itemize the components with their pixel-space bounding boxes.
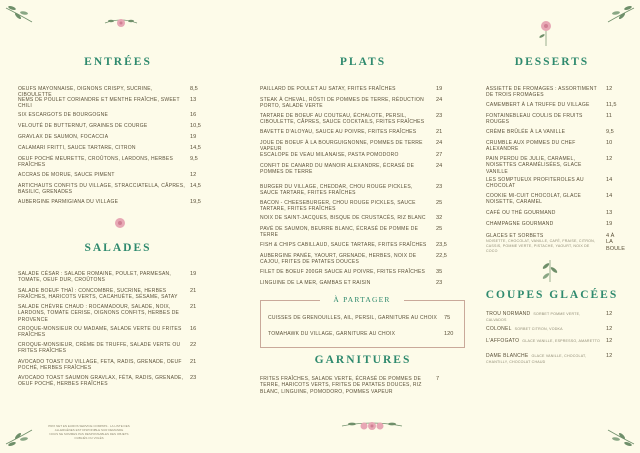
- entrees-item: [18, 172, 212, 178]
- item-name: [260, 376, 432, 395]
- item-name: [260, 200, 432, 213]
- desserts-item: [486, 113, 622, 126]
- plats-item: [260, 113, 456, 126]
- item-name-text: COLONEL: [486, 326, 512, 332]
- plats-item: [260, 86, 456, 92]
- item-name-text: ACCRAS DE MORUE, SAUCE PIMENT: [18, 172, 115, 178]
- item-name-text: AVOCADO TOAST SAUMON GRAVLAX, FÉTA, RADIS, GRENADE, OEUF POCHÉ, HERBES FRAÎCHES: [18, 375, 184, 388]
- item-name: [486, 221, 602, 227]
- item-price: 13: [606, 210, 613, 216]
- item-name: [18, 326, 186, 339]
- item-name: [268, 331, 440, 337]
- entrees-item: [18, 183, 212, 196]
- entrees-item: [18, 112, 212, 118]
- flower-icon: [536, 18, 556, 48]
- item-price: 12: [606, 338, 613, 344]
- item-name-text: PAILLARD DE POULET AU SATAY, FRITES FRAÎCHES: [260, 86, 396, 92]
- item-description: NOISETTE, CHOCOLAT, VANILLE, CAFÉ, FRAISE, CITRON, CASSIS, POMME VERTE, PISTACHE, YAOURT, NOIX DE COCO: [486, 239, 596, 254]
- item-name: [18, 97, 186, 110]
- flower-icon: [103, 15, 139, 31]
- item-price: 8,5: [190, 86, 198, 92]
- item-name-text: VELOUTÉ DE BUTTERNUT, GRAINES DE COURGE: [18, 123, 148, 129]
- item-price: 35: [436, 269, 443, 275]
- desserts-item: [486, 156, 622, 175]
- item-name: [18, 134, 186, 140]
- item-name-text: NOIX DE SAINT-JACQUES, BISQUE DE CRUSTACÉS, RIZ BLANC: [260, 215, 426, 221]
- leaf-branch-icon: [540, 258, 560, 284]
- item-price: 22,5: [436, 253, 447, 259]
- item-name-text: CHAMPAGNE GOURMAND: [486, 221, 554, 227]
- item-name-text: SALADE CHÈVRE CHAUD : ROCAMADOUR, SALADE, NOIX, LARDONS, TOMATE CERISE, OIGNONS CONFITS, HERBES DE PROVENCE: [18, 304, 180, 323]
- item-price: 19,5: [190, 199, 201, 205]
- item-price: 12: [606, 353, 613, 359]
- footer-line-1: PRIX NET EN EUROS SERVICE COMPRIS · LA LISTE DES ALLERGÈNES EST DISPONIBLE SUR DEMANDE: [48, 424, 130, 432]
- salades-item: [18, 375, 212, 388]
- coupes-item: [486, 326, 622, 332]
- salades-item: [18, 342, 212, 355]
- plats-item: [260, 280, 456, 286]
- plats-item: [260, 226, 456, 239]
- plats-item: [260, 184, 456, 197]
- item-name: [18, 271, 186, 284]
- salades-item: [18, 304, 212, 323]
- leaf-branch-icon: [4, 428, 34, 448]
- item-name-text: GLACES ET SORBETS: [486, 233, 544, 239]
- item-name: [18, 304, 186, 323]
- plats-title: PLATS: [339, 56, 387, 68]
- item-description: SORBET CITRON, VODKA: [514, 327, 563, 331]
- item-name-text: CROQUE-MONSIEUR, CRÈME DE TRUFFE, SALADE VERTE OU FRITES FRAÎCHES: [18, 342, 181, 355]
- item-name-text: OEUFS MAYONNAISE, OIGNONS CRISPY, SUCRINE, CIBOULETTE: [18, 86, 153, 99]
- item-name-text: DAME BLANCHE: [486, 353, 529, 359]
- item-name: [18, 145, 186, 151]
- entrees-title: ENTRÉES: [84, 56, 152, 68]
- item-price: 11: [606, 113, 612, 119]
- item-name: [260, 215, 432, 221]
- item-description: SORBET POMME VERTE, CALVADOS: [486, 312, 581, 323]
- item-name: [486, 140, 602, 153]
- item-name-text: ASSIETTE DE FROMAGES : ASSORTIMENT DE TROIS FROMAGES: [486, 86, 597, 99]
- plats-item: [260, 242, 456, 248]
- item-name: [18, 342, 186, 355]
- salades-item: [18, 288, 212, 301]
- item-name: [18, 359, 186, 372]
- item-price: 21: [190, 304, 197, 310]
- item-price: 9,5: [606, 129, 614, 135]
- coupes-item: [486, 338, 622, 344]
- item-name: [268, 315, 440, 321]
- item-price: 19: [606, 221, 613, 227]
- item-name-text: TROU NORMAND: [486, 311, 531, 317]
- item-name-text: BAVETTE D'ALOYAU, SAUCE AU POIVRE, FRITES FRAÎCHES: [260, 129, 417, 135]
- item-name: [260, 253, 432, 266]
- item-name-text: AUBERGINE PARMIGIANA DU VILLAGE: [18, 199, 119, 205]
- entrees-item: [18, 134, 212, 140]
- item-name: [486, 311, 602, 324]
- coupes-item: [486, 353, 622, 366]
- item-name-text: ESCALOPE DE VEAU MILANAISE, PASTA POMODORO: [260, 152, 399, 158]
- item-name: [18, 156, 186, 169]
- item-name: [260, 113, 432, 126]
- item-price: 12: [606, 326, 613, 332]
- item-price: 23: [436, 184, 443, 190]
- item-price: 23,5: [436, 242, 447, 248]
- item-name: [260, 163, 432, 176]
- item-name-text: GRAVLAX DE SAUMON, FOCACCIA: [18, 134, 109, 140]
- item-name: [260, 86, 432, 92]
- salades-item: [18, 359, 212, 372]
- item-price: 24: [436, 140, 443, 146]
- item-name-text: CONFIT DE CANARD DU MANOIR ALEXANDRE, ÉCRASÉ DE POMMES DE TERRE: [260, 163, 415, 176]
- item-price: 7: [436, 376, 440, 382]
- item-name-text: FRITES FRAÎCHES, SALADE VERTE, ÉCRASÉ DE POMMES DE TERRE, HARICOTS VERTS, FRITES DE PATATES DOUCES, RIZ BLANC, LINGUINE, POMODORO, POMMES VAPEUR: [260, 376, 422, 395]
- item-name-text: FILET DE BOEUF 200GR SAUCE AU POIVRE, FRITES FRAÎCHES: [260, 269, 426, 275]
- item-name: [260, 242, 432, 248]
- item-price: 23: [190, 375, 197, 381]
- item-name-text: SALADE CÉSAR : SALADE ROMAINE, POULET, PARMESAN, TOMATE, OEUF DUR, CROÛTONS: [18, 271, 172, 284]
- item-price: 16: [190, 112, 197, 118]
- item-price: 21: [436, 129, 443, 135]
- item-name-text: OEUF POCHÉ MEURETTE, CROÛTONS, LARDONS, HERBES FRAÎCHES: [18, 156, 174, 169]
- item-name: [260, 152, 432, 158]
- item-name-text: LINGUINE DE LA MER, GAMBAS ET RAISIN: [260, 280, 371, 286]
- item-price: 21: [190, 359, 197, 365]
- a-partager-title: À PARTAGER: [320, 295, 404, 304]
- item-name-text: CUISSES DE GRENOUILLES, AIL, PERSIL, GARNITURE AU CHOIX: [268, 315, 438, 321]
- item-name: [260, 184, 432, 197]
- plats-item: [260, 163, 456, 176]
- item-price: 4 À LA BOULE: [606, 233, 625, 252]
- item-name-text: FONTAINEBLEAU COULIS DE FRUITS ROUGES: [486, 113, 583, 126]
- item-price: 14,5: [190, 145, 201, 151]
- coupes-item: [486, 311, 622, 324]
- item-name: [18, 199, 186, 205]
- item-price: 14: [606, 177, 613, 183]
- item-price: 12: [606, 156, 613, 162]
- item-name: [486, 338, 602, 344]
- plats-item: [260, 215, 456, 221]
- footer-note: [44, 424, 134, 440]
- item-price: 32: [436, 215, 443, 221]
- a-partager-item: [268, 315, 460, 321]
- item-price: 10,5: [190, 123, 201, 129]
- item-name-text: L'AFFOGATO: [486, 338, 520, 344]
- item-name: [486, 102, 602, 108]
- item-name: [260, 97, 432, 110]
- item-price: 23: [436, 280, 443, 286]
- item-name: [18, 375, 186, 388]
- coupes-title: COUPES GLACÉES: [485, 289, 619, 301]
- item-name: [18, 288, 186, 301]
- item-name-text: TARTARE DE BOEUF AU COUTEAU, ÉCHALOTE, PERSIL, CIBOULETTE, CÂPRES, SAUCE COCKTAILS, FRITES FRAÎCHES: [260, 113, 425, 126]
- item-name-text: BACON - CHEESEBURGER, CHOU ROUGE PICKLES, SAUCE TARTARE, FRITES FRAÎCHES: [260, 200, 416, 213]
- flower-icon: [112, 216, 128, 230]
- garnitures-title: GARNITURES: [314, 354, 412, 366]
- item-price: 25: [436, 200, 443, 206]
- plats-item: [260, 200, 456, 213]
- desserts-item: [486, 140, 622, 153]
- salades-title: SALADES: [84, 242, 152, 254]
- item-name: [486, 326, 602, 332]
- garnitures-item: [260, 376, 456, 395]
- item-price: 24: [436, 163, 443, 169]
- item-price: 27: [436, 152, 443, 158]
- desserts-item: [486, 210, 622, 216]
- item-name-text: PAVÉ DE SAUMON, BEURRE BLANC, ÉCRASÉ DE POMME DE TERRE: [260, 226, 419, 239]
- a-partager-box: [260, 300, 465, 348]
- item-name-text: SALADE BOEUF THAÏ : CONCOMBRE, SUCRINE, HERBES FRAÎCHES, HARICOTS VERTS, CACAHUÈTE, SÉSAME, SATAY: [18, 288, 178, 301]
- item-price: 12: [190, 172, 197, 178]
- item-price: 21: [190, 288, 197, 294]
- item-name-text: TOMAHAWK DU VILLAGE, GARNITURE AU CHOIX: [268, 331, 396, 337]
- item-name-text: CALAMARI FRITTI, SAUCE TARTARE, CITRON: [18, 145, 136, 151]
- item-price: 22: [190, 342, 197, 348]
- item-description: GLACE VANILLE, CHOCOLAT, CHANTILLY, CHOCOLAT CHAUD: [486, 354, 587, 365]
- entrees-item: [18, 199, 212, 205]
- item-name-text: LES SOMPTUEUX PROFITEROLES AU CHOCOLAT: [486, 177, 584, 190]
- item-name-text: AVOCADO TOAST DU VILLAGE, FETA, RADIS, GRENADE, OEUF POCHÉ, HERBES FRAÎCHES: [18, 359, 182, 372]
- item-name-text: COOKIE MI-CUIT CHOCOLAT, GLACE NOISETTE, CARAMEL: [486, 193, 582, 206]
- plats-item: [260, 129, 456, 135]
- item-name: [260, 269, 432, 275]
- leaf-branch-icon: [4, 4, 34, 24]
- item-name-text: JOUE DE BOEUF À LA BOURGUIGNONNE, POMMES DE TERRE VAPEUR: [260, 140, 423, 153]
- item-name-text: CRUMBLE AUX POMMES DU CHEF ALEXANDRE: [486, 140, 576, 153]
- entrees-item: [18, 97, 212, 110]
- plats-item: [260, 253, 456, 266]
- item-name-text: AUBERGINE PANÉE, YAOURT, GRENADE, HERBES, NOIX DE CAJOU, FRITES DE PATATES DOUCES: [260, 253, 417, 266]
- item-name: [486, 129, 602, 135]
- item-price: 16: [190, 326, 197, 332]
- item-name: [260, 129, 432, 135]
- item-price: 120: [444, 331, 454, 337]
- salades-item: [18, 326, 212, 339]
- plats-item: [260, 97, 456, 110]
- desserts-item: [486, 86, 622, 99]
- item-name: [486, 193, 602, 206]
- plats-item: [260, 140, 456, 153]
- footer-line-2: NOUS NE SOMMES PAS RESPONSABLES DES OBJETS OUBLIÉS OU VOLÉS: [49, 432, 129, 440]
- item-price: 75: [444, 315, 451, 321]
- entrees-item: [18, 145, 212, 151]
- item-name-text: CAMEMBERT À LA TRUFFE DU VILLAGE: [486, 102, 590, 108]
- leaf-branch-icon: [606, 428, 636, 448]
- item-description: GLACE VANILLE, ESPRESSO, AMARETTO: [522, 339, 601, 343]
- item-name: [260, 226, 432, 239]
- item-name: [260, 280, 432, 286]
- item-name-text: STEAK À CHEVAL, RÖSTI DE POMMES DE TERRE, RÉDUCTION PORTO, SALADE VERTE: [260, 97, 424, 110]
- item-name-text: SIX ESCARGOTS DE BOURGOGNE: [18, 112, 109, 118]
- item-price: 14,5: [190, 183, 201, 189]
- plats-item: [260, 152, 456, 158]
- item-price: 10: [606, 140, 613, 146]
- item-price: 11,5: [606, 102, 617, 108]
- desserts-item: [486, 129, 622, 135]
- desserts-item: [486, 193, 622, 206]
- item-price: 14: [606, 193, 613, 199]
- desserts-item: [486, 233, 625, 254]
- item-price: 25: [436, 226, 443, 232]
- item-name: [18, 112, 186, 118]
- a-partager-item: [268, 331, 460, 337]
- salades-item: [18, 271, 212, 284]
- item-name: [486, 353, 602, 366]
- item-name: [486, 210, 602, 216]
- item-price: 23: [436, 113, 443, 119]
- item-name: [486, 233, 602, 254]
- entrees-item: [18, 123, 212, 129]
- item-name-text: CROQUE-MONSIEUR OU MADAME, SALADE VERTE OU FRITES FRAÎCHES: [18, 326, 182, 339]
- desserts-title: DESSERTS: [514, 56, 590, 68]
- flower-icon: [340, 418, 404, 434]
- item-name-text: NEMS DE POULET CORIANDRE ET MENTHE FRAÎCHE, SWEET CHILI: [18, 97, 180, 110]
- item-price: 19: [190, 134, 197, 140]
- item-name: [18, 183, 186, 196]
- item-name-text: ARTICHAUTS CONFITS DU VILLAGE, STRACCIATELLA, CÂPRES, BASILIC, GRENADES: [18, 183, 185, 196]
- entrees-item: [18, 156, 212, 169]
- leaf-branch-icon: [606, 4, 636, 24]
- item-price: 13: [190, 97, 197, 103]
- item-price: 24: [436, 97, 443, 103]
- plats-item: [260, 269, 456, 275]
- item-name-text: CRÈME BRÛLÉE À LA VANILLE: [486, 129, 566, 135]
- desserts-item: [486, 221, 622, 227]
- item-price: 12: [606, 86, 613, 92]
- item-name: [486, 86, 602, 99]
- desserts-item: [486, 102, 622, 108]
- item-name: [18, 172, 186, 178]
- item-name-text: FISH & CHIPS CABILLAUD, SAUCE TARTARE, FRITES FRAÎCHES: [260, 242, 427, 248]
- item-name-text: CAFÉ OU THÉ GOURMAND: [486, 210, 556, 216]
- item-name: [486, 113, 602, 126]
- item-name: [18, 123, 186, 129]
- item-price: 12: [606, 311, 613, 317]
- item-name-text: PAIN PERDU DE JULIE, CARAMEL, NOISETTES CARAMÉLISÉES, GLACE VANILLE: [486, 156, 582, 175]
- item-price: 19: [190, 271, 197, 277]
- desserts-item: [486, 177, 622, 190]
- item-name: [486, 156, 602, 175]
- item-name: [486, 177, 602, 190]
- item-name-text: BURGER DU VILLAGE, CHEDDAR, CHOU ROUGE PICKLES, SAUCE TARTARE, FRITES FRAÎCHES: [260, 184, 413, 197]
- item-price: 19: [436, 86, 443, 92]
- item-price: 9,5: [190, 156, 198, 162]
- item-name: [260, 140, 432, 153]
